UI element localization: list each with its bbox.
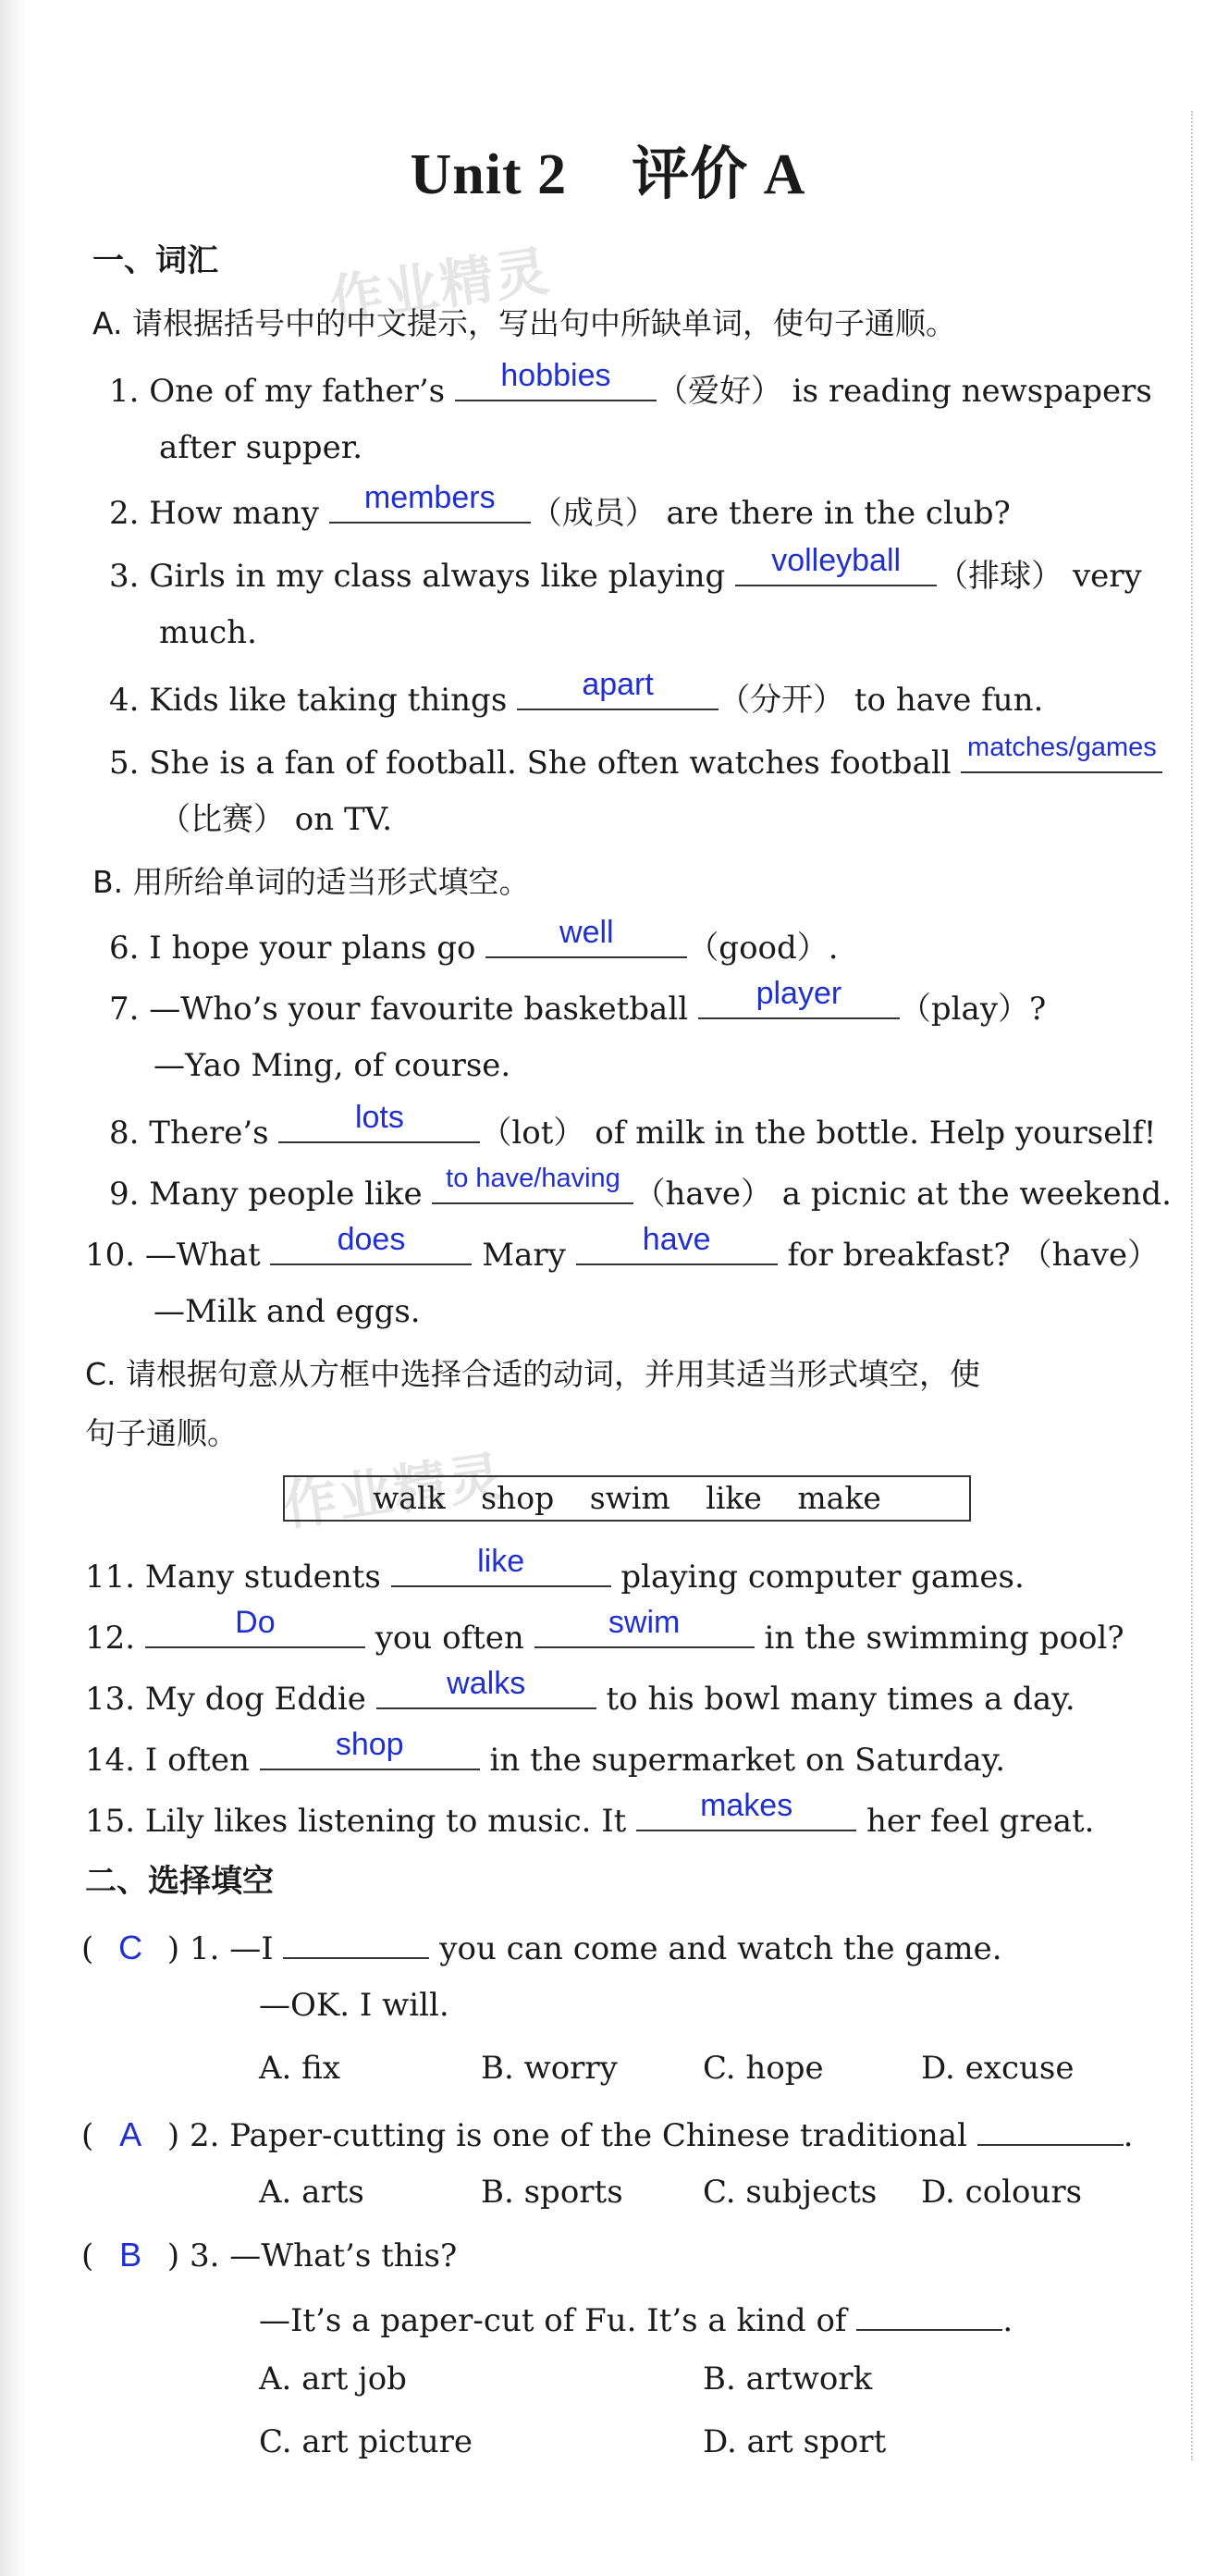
item-12 [85, 1605, 1124, 1657]
item-number: 9. [109, 1176, 140, 1213]
section1-heading: 一、词汇 [92, 242, 218, 279]
item-9 [109, 1164, 1172, 1213]
item-text: How many [149, 495, 319, 532]
item-text: （排球） very [937, 558, 1142, 595]
mc-blank [856, 2298, 1002, 2331]
item-text: Mary [482, 1237, 566, 1274]
answer-text: Do [235, 1605, 276, 1640]
title-label: 评价 A [632, 143, 806, 206]
item-number: 10. [85, 1237, 136, 1274]
answer-text: does [337, 1222, 406, 1257]
mc-option-2d[interactable]: D. colours [921, 2174, 1083, 2211]
mc-option-1a[interactable]: A. fix [259, 2050, 341, 2087]
answer-blank[interactable] [260, 1727, 480, 1770]
answer-text: apart [582, 667, 654, 702]
item-text: for breakfast? （have） [787, 1237, 1160, 1274]
item-number: 15. [85, 1803, 136, 1840]
item-2 [109, 480, 1011, 532]
item-text: her feel great. [866, 1803, 1095, 1840]
mc-blank [977, 2113, 1124, 2146]
item-text: you often [375, 1620, 524, 1657]
watermark-2: 作业精灵 [279, 1444, 509, 1538]
mc-answer[interactable]: C [118, 1929, 143, 1966]
mc-text: Paper-cutting is one of the Chinese traditional [229, 2117, 967, 2154]
partC-instruction-2: 句子通顺。 [85, 1415, 238, 1451]
item-8 [109, 1100, 1157, 1152]
item-text: to his bowl many times a day. [606, 1681, 1075, 1718]
answer-blank[interactable] [517, 667, 719, 710]
answer-text: to have/having [446, 1164, 620, 1193]
answer-blank-2[interactable] [576, 1222, 778, 1265]
item-6 [109, 915, 839, 967]
item-text: （爱好） is reading newspapers [656, 373, 1152, 410]
item-text: She is a fan of football. She often watches football [149, 745, 952, 782]
answer-blank[interactable] [270, 1222, 472, 1265]
mc-option-1c[interactable]: C. hope [703, 2050, 824, 2087]
item-text: Lily likes listening to music. It [144, 1803, 627, 1840]
mc-answer[interactable]: A [119, 2115, 142, 2153]
item-5-cont: （比赛） on TV. [159, 801, 393, 838]
page-binding-dots [1191, 111, 1193, 2460]
item-number: 12. [85, 1620, 136, 1657]
item-number: 2. [109, 495, 140, 532]
answer-blank[interactable] [432, 1164, 633, 1204]
page-title [0, 128, 1216, 210]
title-unit: Unit 2 [410, 143, 568, 206]
answer-blank[interactable] [961, 733, 1162, 773]
item-text: playing computer games. [620, 1559, 1025, 1596]
section2-heading: 二、选择填空 [85, 1863, 274, 1900]
answer-blank[interactable] [455, 358, 657, 401]
answer-text: well [559, 915, 614, 950]
item-10 [85, 1222, 1160, 1274]
answer-text: makes [700, 1788, 793, 1823]
item-text: I hope your plans go [149, 930, 476, 967]
item-text: in the supermarket on Saturday. [489, 1742, 1006, 1779]
mc-question-1-reply: —OK. I will. [259, 1987, 449, 2024]
mc-number: 3. [189, 2237, 220, 2274]
answer-text: lots [354, 1100, 404, 1135]
mc-option-2b[interactable]: B. sports [481, 2174, 623, 2211]
item-number: 8. [109, 1115, 140, 1152]
item-7-cont: —Yao Ming, of course. [154, 1047, 511, 1084]
answer-text: walks [447, 1666, 526, 1701]
item-number: 11. [85, 1559, 136, 1596]
answer-text: members [363, 480, 496, 515]
answer-text: player [755, 976, 842, 1011]
mc-text: you can come and watch the game. [439, 1930, 1002, 1967]
answer-blank[interactable] [376, 1666, 596, 1709]
item-text: My dog Eddie [144, 1681, 366, 1718]
answer-blank-2[interactable] [534, 1605, 755, 1648]
mc-text: . [1002, 2302, 1013, 2339]
answer-blank[interactable] [278, 1100, 480, 1143]
mc-option-1b[interactable]: B. worry [481, 2050, 618, 2087]
mc-question-2: ( A ) 2. Paper-cutting is one of the Chinese traditional . [81, 2113, 1134, 2154]
mc-text: —It’s a paper-cut of Fu. It’s a kind of [259, 2302, 847, 2339]
answer-text: shop [335, 1727, 404, 1762]
item-number: 1. [109, 373, 140, 410]
item-text: （成员） are there in the club? [530, 495, 1011, 532]
mc-option-3d[interactable]: D. art sport [703, 2423, 887, 2460]
mc-number: 1. [189, 1930, 220, 1967]
item-number: 14. [85, 1742, 136, 1779]
item-text: Girls in my class always like playing [149, 558, 726, 595]
mc-question-3: ( B ) 3. —What’s this? [81, 2236, 458, 2274]
mc-option-1d[interactable]: D. excuse [921, 2050, 1075, 2087]
item-7 [109, 976, 1047, 1028]
item-number: 5. [109, 745, 140, 782]
mc-option-3a[interactable]: A. art job [259, 2360, 407, 2397]
item-text: （have） a picnic at the weekend. [633, 1176, 1172, 1213]
item-text: Many people like [149, 1176, 423, 1213]
item-text: I often [144, 1742, 250, 1779]
item-text: —What [144, 1237, 261, 1274]
item-text: One of my father’s [149, 373, 446, 410]
partA-instruction: A. 请根据括号中的中文提示，写出句中所缺单词，使句子通顺。 [92, 305, 956, 341]
item-4 [109, 667, 1044, 719]
item-3-cont: much. [159, 614, 257, 651]
item-text: Many students [144, 1559, 381, 1596]
mc-blank [283, 1926, 429, 1959]
item-11 [85, 1544, 1025, 1596]
item-text: （分开） to have fun. [719, 682, 1044, 719]
answer-blank[interactable] [636, 1788, 856, 1831]
word-box: walk shop swim like make [283, 1475, 971, 1522]
item-number: 6. [109, 930, 140, 967]
answer-blank[interactable] [145, 1605, 365, 1648]
item-number: 3. [109, 558, 140, 595]
answer-text: hobbies [500, 358, 611, 393]
answer-text: volleyball [771, 543, 902, 578]
item-3 [109, 543, 1142, 595]
item-text: （good）. [687, 930, 839, 967]
partB-instruction: B. 用所给单词的适当形式填空。 [92, 864, 530, 900]
mc-question-1: ( C ) 1. —I you can come and watch the game. [81, 1926, 1002, 1967]
answer-text: swim [608, 1605, 681, 1640]
item-13 [85, 1666, 1075, 1718]
page-edge-shadow [0, 0, 26, 2576]
answer-text: like [477, 1544, 525, 1579]
item-1-cont: after supper. [159, 429, 363, 466]
item-10-cont: —Milk and eggs. [154, 1293, 421, 1330]
item-1 [109, 358, 1152, 410]
item-5 [109, 733, 1162, 782]
mc-answer[interactable]: B [119, 2236, 142, 2274]
answer-blank[interactable] [329, 480, 531, 524]
answer-text: have [642, 1222, 711, 1257]
mc-option-3c[interactable]: C. art picture [259, 2423, 473, 2460]
item-number: 4. [109, 682, 140, 719]
answer-blank[interactable] [391, 1544, 611, 1587]
item-text: （lot） of milk in the bottle. Help yourself! [480, 1115, 1157, 1152]
mc-text: —What’s this? [229, 2237, 458, 2274]
mc-text: —I [229, 1930, 274, 1967]
mc-option-3b[interactable]: B. artwork [703, 2360, 873, 2397]
watermark-1: 作业精灵 [325, 239, 555, 333]
item-number: 13. [85, 1681, 136, 1718]
answer-text: matches/games [967, 733, 1157, 762]
mc-option-2c[interactable]: C. subjects [703, 2174, 878, 2211]
item-14 [85, 1727, 1006, 1779]
item-text: in the swimming pool? [764, 1620, 1124, 1657]
answer-blank[interactable] [698, 976, 900, 1019]
item-text: （play）? [899, 991, 1047, 1028]
mc-question-3-reply [259, 2298, 1013, 2339]
mc-option-2a[interactable]: A. arts [259, 2174, 364, 2211]
partC-instruction-1: C. 请根据句意从方框中选择合适的动词，并用其适当形式填空，使 [85, 1356, 981, 1392]
answer-blank[interactable] [735, 543, 937, 586]
mc-number: 2. [189, 2117, 220, 2154]
item-text: —Who’s your favourite basketball [149, 991, 689, 1028]
answer-blank[interactable] [485, 915, 687, 958]
item-15 [85, 1788, 1095, 1840]
mc-text: . [1123, 2117, 1134, 2154]
item-text: Kids like taking things [149, 682, 508, 719]
item-number: 7. [109, 991, 140, 1028]
item-text: There’s [149, 1115, 269, 1152]
